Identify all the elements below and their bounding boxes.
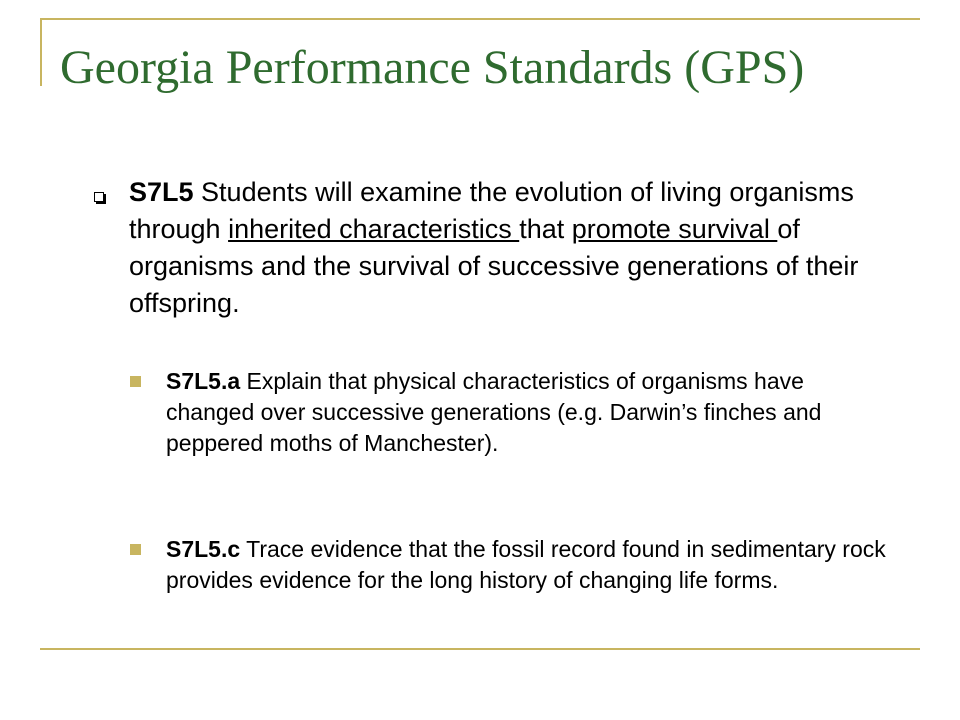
sub-standard-bullet <box>130 366 890 459</box>
slide-title: Georgia Performance Standards (GPS) <box>60 41 805 94</box>
main-standard-text <box>129 174 894 322</box>
underlined-phrase: inherited characteristics <box>228 214 520 244</box>
sub-standard-description: Trace evidence that the fossil record found in sedimentary rock provides evidence for the long history of changing life forms. <box>166 536 886 593</box>
bottom-rule <box>40 648 920 650</box>
sub-standard-bullet <box>130 534 890 596</box>
standard-code: S7L5 <box>129 177 194 207</box>
sub-standard-code: S7L5.c <box>166 536 241 562</box>
standard-text-part: Students will examine the evolution of living organisms through <box>129 177 854 244</box>
sub-standard-code: S7L5.a <box>166 368 241 394</box>
left-rule <box>40 18 42 86</box>
main-standard-bullet <box>94 174 894 322</box>
standard-text-part: of organisms and the survival of successive generations of their offspring. <box>129 214 859 318</box>
filled-square-bullet-icon <box>130 544 141 555</box>
top-rule <box>40 18 920 20</box>
standard-text-part: that <box>519 214 572 244</box>
hollow-square-bullet-icon <box>94 192 104 202</box>
sub-standard-text <box>166 366 890 459</box>
sub-standard-text <box>166 534 890 596</box>
filled-square-bullet-icon <box>130 376 141 387</box>
sub-standard-description: Explain that physical characteristics of organisms have changed over successive generations (e.g. Darwin’s finches and peppered moths of Manchester). <box>166 368 822 456</box>
underlined-phrase: promote survival <box>571 214 778 244</box>
